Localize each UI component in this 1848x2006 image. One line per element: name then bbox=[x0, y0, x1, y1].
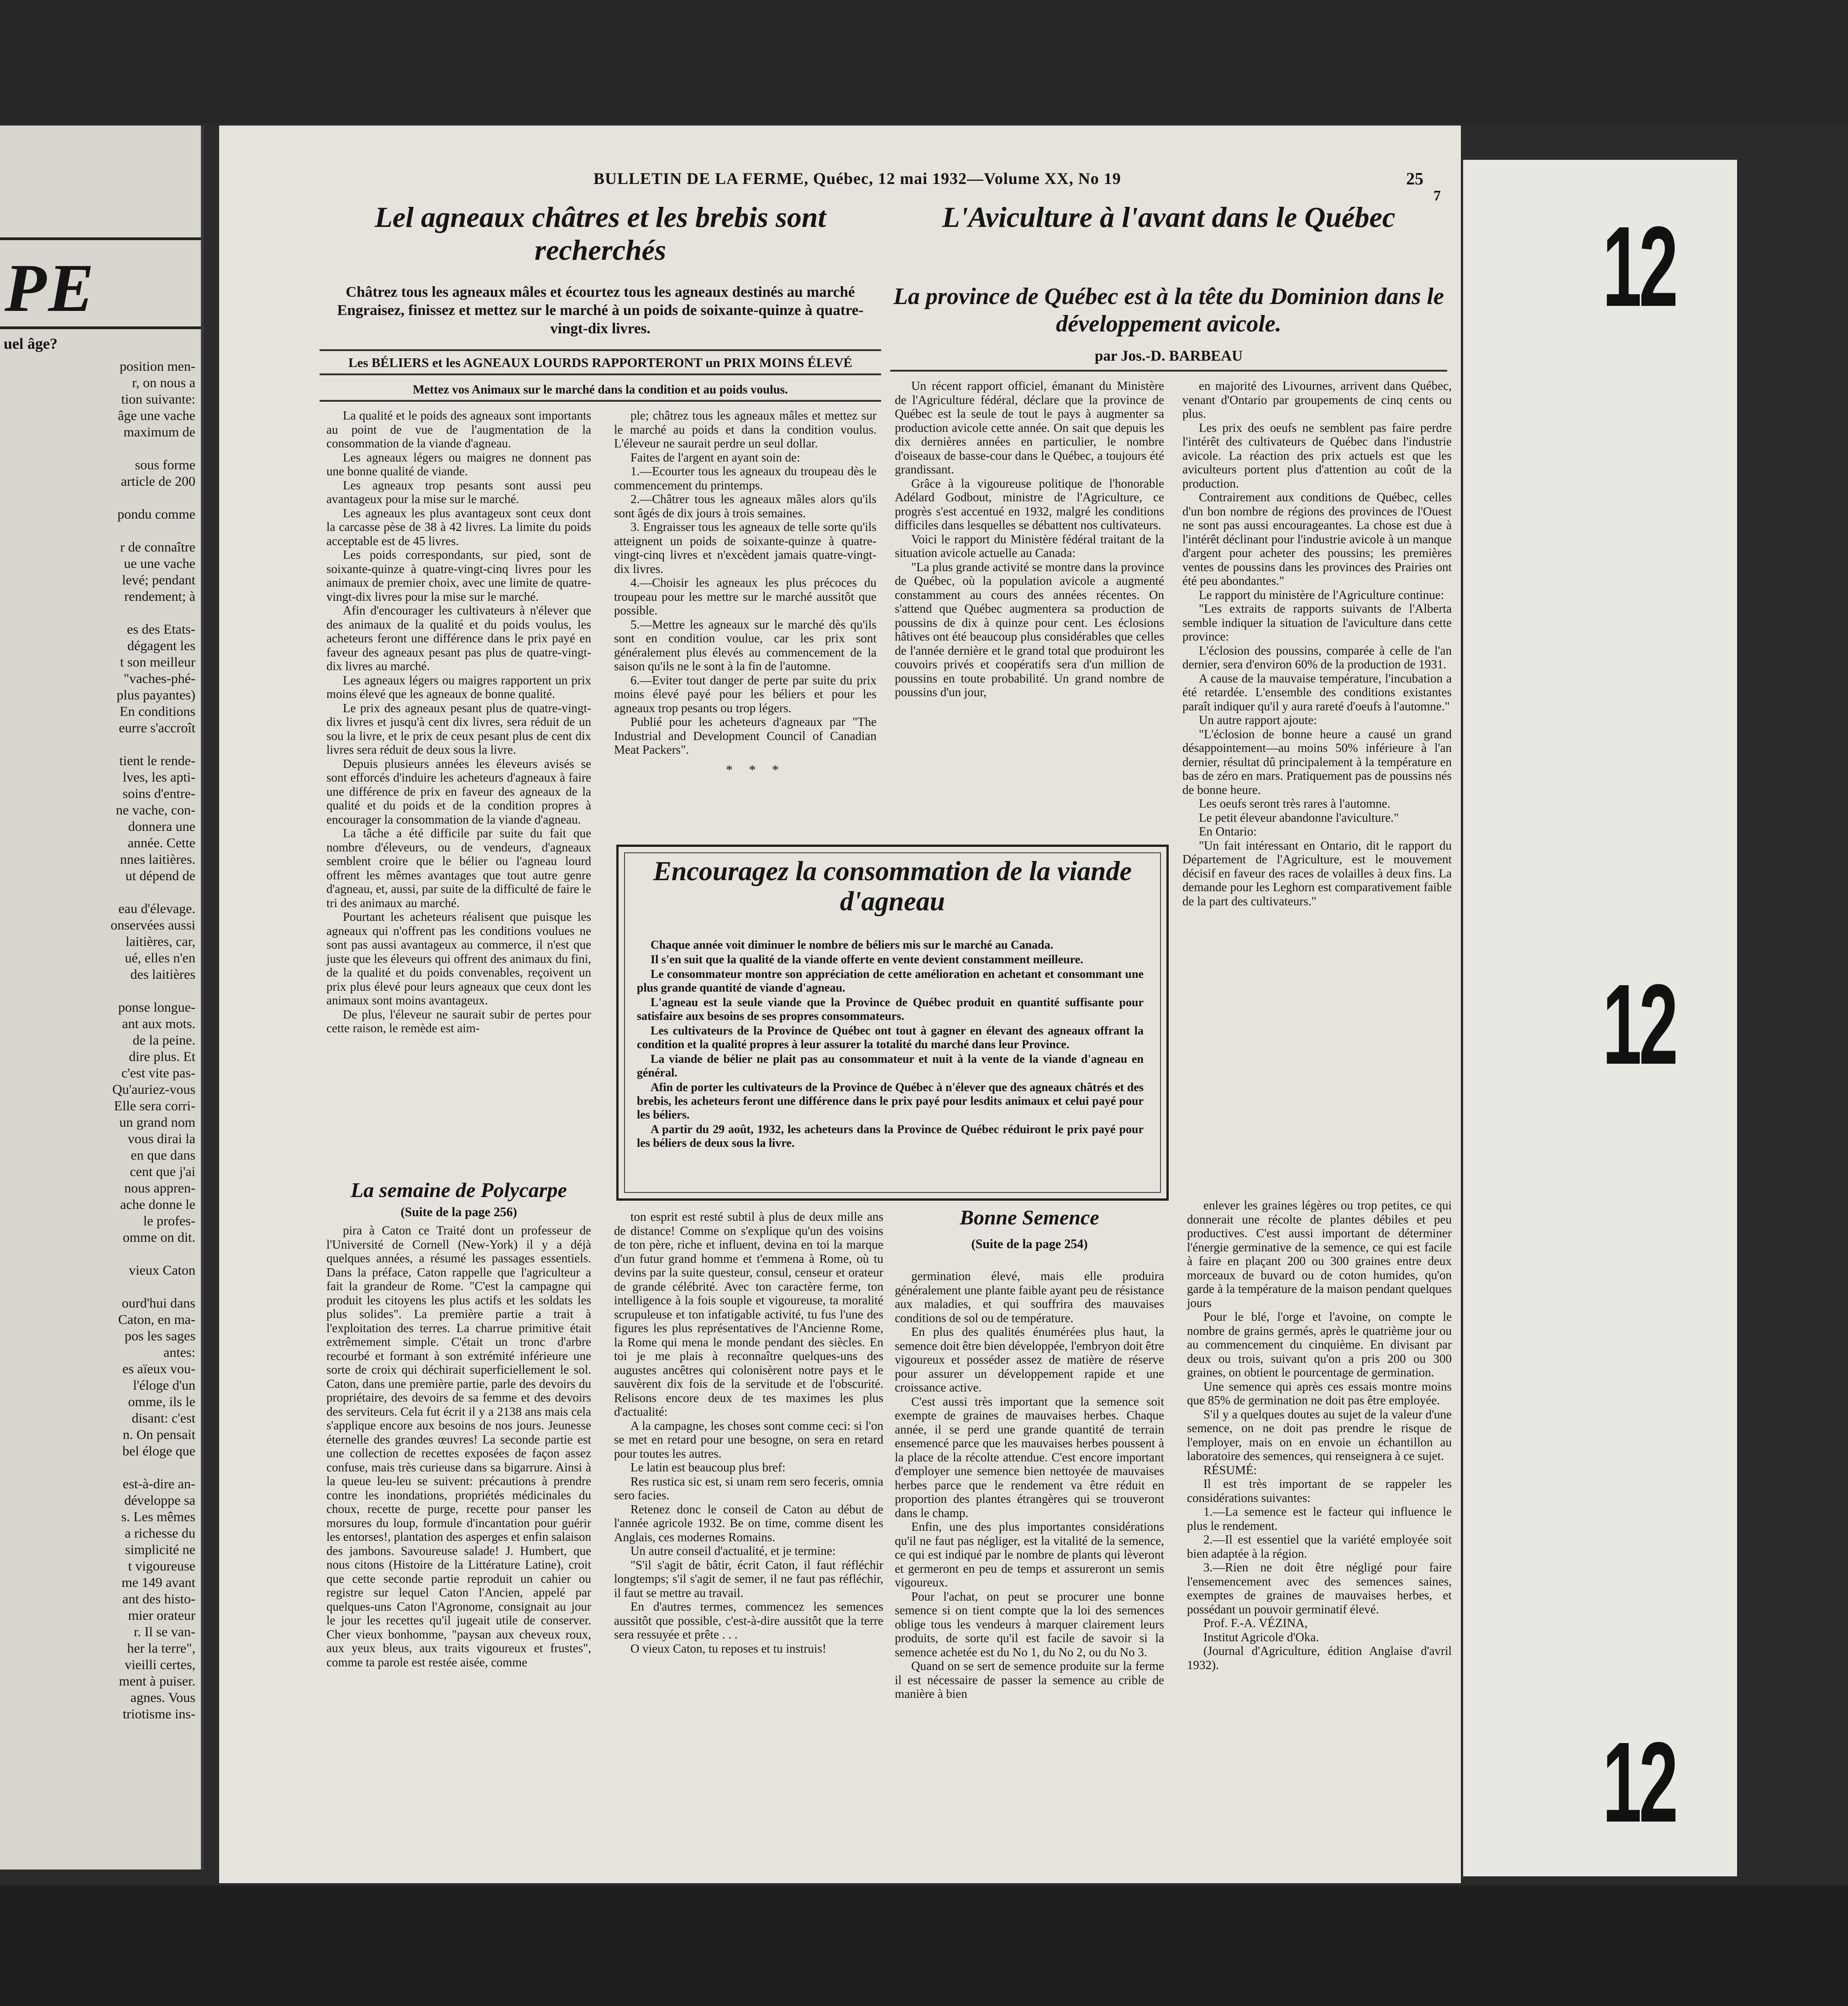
paragraph: RÉSUMÉ: bbox=[1203, 1463, 1257, 1477]
left-page-line: eau d'élevage. bbox=[118, 901, 195, 916]
article1-kicker: Mettez vos Animaux sur le marché dans la condition et au poids voulus. bbox=[413, 383, 788, 396]
paragraph: En d'autres termes, commencez les semences aussitôt que possible, c'est-à-dire aussitôt que la terre sera ressuyée et prête . . . bbox=[614, 1600, 883, 1641]
left-page-line bbox=[4, 523, 195, 539]
article2-column-1 bbox=[895, 379, 1164, 699]
paragraph: pira à Caton ce Traité dont un professeur de l'Université de Cornell (New-York) il y a déjà quelques années, a résumé les passages essentiels. Dans la préface, Caton rappelle que l'agriculteur a fait la grandeur de Rome. "C'est la campagne qui produit les citoyens les plus actifs et les soldats les plus solides". La première partie a trait à l'exploitation des terres. La charrue primitive était extrêmement simple. C'était un tronc d'arbre recourbé et formant à son extrémité inférieure une sorte de croix qui déchirait superficiellement le sol. Caton, dans une première partie, parle des devoirs du propriétaire, des devoirs de sa femme et des devoirs des serviteurs. Cela fut écrit il y a 2138 ans mais cela s'applique encore aux besoins de nos jours. Jeunesse éternelle des grandes œuvres! La seconde partie est une collection de recettes exposées de façon assez confuse, mais très curieuse dans sa bigarrure. Ainsi à la queue leu-leu se suivent: précautions à prendre contre les inondations, propriétés médicinales du choux, recette de purge, recette pour panser les morsures du loup, formule d'incantation pour guérir les entorses!, plantation des asperges et enfin salaison des jambons. Savoureuse salade! J. Humbert, que nous citons (Histoire de la Littérature Latine), croit que cette seconde partie reproduit un cahier ou registre sur lequel Caton l'Ancien, appelé par quelques-uns Caton l'Agronome, consignait au jour le jour les recettes qu'il jugeait utile de conserver. Cher vieux bonhomme, "paysan aux cheveux roux, aux yeux bleus, aux traits vigoureux et frustes", comme ta parole est restée aisée, comme bbox=[326, 1224, 591, 1669]
paragraph: Le prix des agneaux pesant plus de quatre-vingt-dix livres et jusqu'à cent dix livres, sera réduit de un sou la livre, et le prix de ceux pesant plus de cent dix livres sera réduit de deux sous la livre. bbox=[326, 701, 591, 756]
film-top-margin bbox=[0, 0, 1848, 123]
left-page-line: de la peine. bbox=[132, 1033, 195, 1048]
article4-column-2 bbox=[1187, 1198, 1452, 1672]
article1-subdeck: Les BÉLIERS et les AGNEAUX LOURDS RAPPORTERONT un PRIX MOINS ÉLEVÉ bbox=[348, 356, 852, 370]
left-page-line: ment à puiser. bbox=[119, 1674, 195, 1689]
paragraph: La qualité et le poids des agneaux sont importants au point de vue de l'augmentation de la consommation de la viande d'agneau. bbox=[326, 409, 591, 450]
article2-rule bbox=[890, 370, 1447, 372]
left-page-line bbox=[4, 441, 195, 457]
paragraph: Pour le blé, l'orge et l'avoine, on compte le nombre de grains germés, après le quatrième jour ou au commencement du cinquième. En divisant par deux ou trois, suivant qu'on a pris 200 ou 300 graines, on obtient le pourcentage de germination. bbox=[1187, 1310, 1452, 1379]
paragraph: "Les extraits de rapports suivants de l'Alberta semble indiquer la situation de l'aviculture dans cette province: bbox=[1182, 602, 1452, 643]
paragraph: Contrairement aux conditions de Québec, celles d'un bon nombre de régions des provinces de l'Ouest ne sont pas aussi encourageantes. La chose est due à l'intérêt déclinant pour l'industrie avicole à un manque d'argent pour acheter des poussins; les premières ventes de poussins dans les provinces des Prairies ont été peu abondantes." bbox=[1182, 490, 1452, 588]
left-page-line: sous forme bbox=[135, 457, 195, 473]
paragraph: S'il y a quelques doutes au sujet de la valeur d'une semence, on ne doit pas prendre le risque de l'employer, mais on en envoie un échantillon au laboratoire des semences, qui renseignera à ce sujet. bbox=[1187, 1407, 1452, 1463]
left-page-line: l'éloge d'un bbox=[133, 1378, 195, 1393]
frame-number-middle: 12 bbox=[1602, 961, 1676, 1088]
paragraph: A la campagne, les choses sont comme ceci: si l'on se met en retard pour une besogne, on sera en retard pour toutes les autres. bbox=[614, 1418, 883, 1460]
left-page-line: eurre s'accroît bbox=[119, 720, 195, 735]
left-page-line: Caton, en ma- bbox=[118, 1312, 195, 1327]
article4-title: Bonne Semence bbox=[960, 1206, 1099, 1229]
paragraph: 4.—Choisir les agneaux les plus précoces du troupeau pour les mettre sur le marché aussitôt que possible. bbox=[614, 576, 877, 617]
paragraph: Voici le rapport du Ministère fédéral traitant de la situation avicole actuelle au Canada: bbox=[895, 532, 1164, 560]
paragraph: 2.—Il est essentiel que la variété employée soit bien adaptée à la région. bbox=[1187, 1533, 1452, 1560]
left-page-line bbox=[4, 490, 195, 506]
left-page-line: ourd'hui dans bbox=[121, 1296, 195, 1311]
article1-column-2 bbox=[614, 409, 877, 757]
article1-deck: Châtrez tous les agneaux mâles et écourtez tous les agneaux destinés au marché Engraisez, finissez et mettez sur le marché à un poids de soixante-quinze à quatre-vingt-dix livres. bbox=[337, 284, 864, 337]
left-page-subheading: uel âge? bbox=[4, 336, 58, 352]
article3-column-1 bbox=[326, 1224, 591, 1669]
left-page-rule-mid bbox=[0, 326, 201, 329]
article1-stars: * * * bbox=[726, 762, 785, 777]
left-page-line: cent que j'ai bbox=[130, 1164, 195, 1179]
paragraph: "S'il s'agit de bâtir, écrit Caton, il faut réfléchir longtemps; s'il s'agit de semer, il ne faut pas réfléchir, il faut se mettre au travail. bbox=[614, 1558, 883, 1600]
page-mark: 7 bbox=[1433, 187, 1441, 204]
paragraph: Un autre conseil d'actualité, et je termine: bbox=[630, 1544, 836, 1558]
article2-title: L'Aviculture à l'avant dans le Québec bbox=[942, 201, 1396, 233]
left-page-big-heading: PE bbox=[5, 250, 96, 326]
paragraph: Pourtant les acheteurs réalisent que puisque les agneaux qui n'offrent pas les conditions voulues ne sont pas aussi avantageux au commerce, il n'est que juste que les éleveurs qui offrent des animaux du fini, de la qualité et du poids convenables, reçoivent un prix plus élevé pour leurs agneaux que ceux dont les animaux sont moins avantageux. bbox=[326, 910, 591, 1007]
paragraph: Res rustica sic est, si unam rem sero feceris, omnia sero facies. bbox=[614, 1474, 883, 1502]
left-page-line: article de 200 bbox=[121, 474, 195, 489]
left-page-line: r. Il se van- bbox=[134, 1624, 195, 1639]
running-head: BULLETIN DE LA FERME, Québec, 12 mai 1932—Volume XX, No 19 bbox=[593, 169, 1121, 188]
left-page-line: nnes laitières. bbox=[120, 852, 195, 867]
notice-paragraph: L'agneau est la seule viande que la Province de Québec produit en quantité suffisante pour satisfaire aux besoins de ses propres consommateurs. bbox=[637, 996, 1144, 1023]
left-page-line: ne vache, con- bbox=[116, 803, 195, 818]
paragraph: ple; châtrez tous les agneaux mâles et mettez sur le marché au poids et dans la condition voulus. L'éleveur ne saurait perdre un seul dollar. bbox=[614, 409, 877, 450]
paragraph: O vieux Caton, tu reposes et tu instruis! bbox=[630, 1641, 826, 1655]
paragraph: 1.—Ecourter tous les agneaux du troupeau dès le commencement du printemps. bbox=[614, 464, 877, 492]
left-page-line: mier orateur bbox=[128, 1608, 195, 1623]
paragraph: Un récent rapport officiel, émanant du Ministère de l'Agriculture fédéral, déclare que la province de Québec est la seule de tout le pays à augmenter sa production avicole cette année. On sait que depuis les dix dernières années en particulier, le nombre d'oiseaux de basse-cour dans le Québec, a toujours été grandissant. bbox=[895, 379, 1164, 476]
paragraph: Afin d'encourager les cultivateurs à n'élever que des animaux de la qualité et du poids voulus, les acheteurs feront une différence dans le prix payé en faveur des agneaux pesant pas plus de quatre-vingt-dix livres au marché. bbox=[326, 604, 591, 673]
left-page-line: dégagent les bbox=[127, 638, 195, 653]
left-page-line: en que dans bbox=[131, 1148, 195, 1163]
left-page-line: r de connaître bbox=[120, 540, 195, 555]
paragraph: Le petit éleveur abandonne l'aviculture." bbox=[1199, 810, 1399, 824]
paragraph: Les agneaux trop pesants sont aussi peu avantageux pour la mise sur le marché. bbox=[326, 478, 591, 506]
left-page-line: vous dirai la bbox=[127, 1131, 195, 1146]
paragraph: Retenez donc le conseil de Caton au début de l'année agricole 1932. Be on time, comme disent les Anglais, ces modernes Romains. bbox=[614, 1502, 883, 1544]
left-page-line: agnes. Vous bbox=[130, 1690, 195, 1705]
frame-number-bottom: 12 bbox=[1602, 1718, 1676, 1846]
left-page-line: disant: c'est bbox=[131, 1411, 195, 1426]
left-page-line: ant aux mots. bbox=[122, 1016, 195, 1031]
article1-rule-3 bbox=[320, 400, 881, 402]
paragraph: Le latin est beaucoup plus bref: bbox=[630, 1460, 786, 1474]
left-page-line: pondu comme bbox=[117, 507, 195, 522]
paragraph: Les poids correspondants, sur pied, sont de soixante-quinze à quatre-vingt-cinq livres pour les animaux de premier choix, avec une limite de quatre-vingt-dix livres pour la mise sur le marché. bbox=[326, 548, 591, 604]
left-page-line: maximum de bbox=[123, 425, 195, 440]
paragraph: C'est aussi très important que la semence soit exempte de graines de mauvaises herbes. Chaque année, il se perd une grande quantité de terrain ensemencé parce que les mauvaises herbes poussent à la place de la récolte attendue. C'est encore important d'employer une semence bien nettoyée de mauvaises herbes parce que le rendement va être réduit en proportion des plantes étrangères qui se trouveront dans le champ. bbox=[895, 1394, 1164, 1520]
paragraph: Un autre rapport ajoute: bbox=[1199, 713, 1317, 727]
left-page-line: Qu'auriez-vous bbox=[112, 1082, 195, 1097]
left-page-line: des laitières bbox=[130, 967, 195, 982]
article1-rule-2 bbox=[320, 373, 881, 375]
article1-rule-1 bbox=[320, 349, 881, 351]
left-page-line: plus payantes) bbox=[116, 688, 195, 703]
left-page-line bbox=[4, 736, 195, 753]
left-page-line: année. Cette bbox=[127, 835, 195, 851]
article3-continued: (Suite de la page 256) bbox=[400, 1205, 517, 1219]
paragraph: A cause de la mauvaise température, l'incubation a été retardée. L'ensemble des conditions existantes paraît indiquer qu'il y aura rareté d'oeufs à l'automne." bbox=[1182, 671, 1452, 713]
left-page-line: position men- bbox=[120, 359, 195, 374]
article4-column-1 bbox=[895, 1269, 1164, 1701]
left-page-line: es aïeux vou- bbox=[122, 1361, 195, 1376]
notice-paragraph: Il s'en suit que la qualité de la viande offerte en vente devient constamment meilleure. bbox=[651, 953, 1083, 966]
left-page-line bbox=[4, 983, 195, 999]
paragraph: Quand on se sert de semence produite sur la ferme il est nécessaire de passer la semence au crible de manière à bien bbox=[895, 1659, 1164, 1701]
notice-paragraph: A partir du 29 août, 1932, les acheteurs dans la Province de Québec réduiront le prix payé pour les béliers de deux sous la livre. bbox=[637, 1123, 1144, 1150]
article1-column-1 bbox=[326, 409, 591, 1035]
article2-deck: La province de Québec est à la tête du Dominion dans le développement avicole. bbox=[893, 284, 1444, 337]
left-page-line: simplicité ne bbox=[125, 1542, 195, 1557]
left-page-line: t son meilleur bbox=[120, 655, 195, 670]
left-page-line: me 149 avant bbox=[121, 1575, 195, 1590]
notice-paragraph: Chaque année voit diminuer le nombre de béliers mis sur le marché au Canada. bbox=[651, 938, 1054, 951]
paragraph: Institut Agricole d'Oka. bbox=[1203, 1630, 1319, 1644]
paragraph: Publié pour les acheteurs d'agneaux par "The Industrial and Development Council of Canadian Meat Packers". bbox=[614, 715, 877, 756]
left-page-line: omme on dit. bbox=[122, 1230, 195, 1245]
paragraph: en majorité des Livournes, arrivent dans Québec, venant d'Ontario par groupements de cinq cents ou plus. bbox=[1182, 379, 1452, 420]
paragraph: De plus, l'éleveur ne saurait subir de pertes pour cette raison, le remède est aim- bbox=[326, 1007, 591, 1035]
left-page-line: antes: bbox=[163, 1345, 195, 1360]
paragraph: Prof. F.-A. VÉZINA, bbox=[1203, 1616, 1308, 1630]
paragraph: Les agneaux légers ou maigres rapportent un prix moins élevé que les agneaux de bonne qualité. bbox=[326, 673, 591, 701]
left-page-line: ue une vache bbox=[124, 556, 195, 571]
left-page-line bbox=[4, 605, 195, 621]
paragraph: 1.—La semence est le facteur qui influence le plus le rendement. bbox=[1187, 1505, 1452, 1533]
left-page-line: rendement; à bbox=[124, 589, 195, 604]
paragraph: 6.—Eviter tout danger de perte par suite du prix moins élevé payé pour les béliers et pour les agneaux trop pesants ou trop légers. bbox=[614, 673, 877, 715]
paragraph: Le rapport du ministère de l'Agriculture continue: bbox=[1199, 588, 1444, 602]
article3-title: La semaine de Polycarpe bbox=[351, 1178, 567, 1202]
notice-paragraph: Le consommateur montre son appréciation de cette amélioration en achetant et consommant une plus grande quantité de viande d'agneau. bbox=[637, 967, 1144, 994]
paragraph: Il est très important de se rappeler les considérations suivantes: bbox=[1187, 1477, 1452, 1505]
paragraph: 3.—Rien ne doit être négligé pour faire l'ensemencement avec des semences saines, exemptes de graines de mauvaises herbes, et possédant un pouvoir germinatif élevé. bbox=[1187, 1560, 1452, 1616]
left-page-line: onservées aussi bbox=[110, 918, 195, 933]
paragraph: Une semence qui après ces essais montre moins que 85% de germination ne doit pas être employée. bbox=[1187, 1379, 1452, 1407]
paragraph: ton esprit est resté subtil à plus de deux mille ans de distance! Comme on s'explique qu'un des voisins de ton père, riche et influent, devina en toi la marque d'un futur grand homme et t'emmena à Rome, où tu devins par la suite questeur, consul, censeur et orateur de grande célébrité. Avec ton caractère ferme, ton intelligence à la fois souple et vigoureuse, ta moralité scrupuleuse et ton infatigable activité, tu fus l'une des figures les plus représentatives de l'Ancienne Rome, la Rome qui mena le monde pendant des siècles. En toi je me plais à reconnaître quelques-uns des augustes ancêtres qui colonisèrent notre pays et le sauvèrent dix fois de la servitude et de l'obscurité. Relisons encore deux de tes maximes les plus d'actualité: bbox=[614, 1210, 883, 1418]
left-page-line: n. On pensait bbox=[122, 1427, 195, 1442]
left-partial-page bbox=[0, 126, 204, 1869]
left-page-line: ache donne le bbox=[120, 1197, 195, 1212]
article3-column-2 bbox=[614, 1210, 883, 1655]
left-page-rule-top bbox=[0, 237, 201, 240]
left-page-line: le profes- bbox=[143, 1213, 195, 1229]
paragraph: Les agneaux légers ou maigres ne donnent pas une bonne qualité de viande. bbox=[326, 450, 591, 478]
left-page-line: es des Etats- bbox=[127, 622, 195, 637]
left-page-line: r, on nous a bbox=[132, 375, 195, 390]
page-number: 25 bbox=[1406, 169, 1423, 189]
paragraph: "L'éclosion de bonne heure a causé un grand désappointement—au moins 50% inférieure à l'an dernier, résultat dû principalement à la température en bas de zéro en mars. Pratiquement pas de poussins nés de bonne heure. bbox=[1182, 727, 1452, 797]
left-page-line: est-à-dire an- bbox=[122, 1476, 195, 1491]
notice-paragraph: Les cultivateurs de la Province de Québec ont tout à gagner en élevant des agneaux offrant la condition et la qualité propres à leur assurer la totalité du marché dans leur Province. bbox=[637, 1024, 1144, 1051]
paragraph: Depuis plusieurs années les éleveurs avisés se sont efforcés d'induire les acheteurs d'agneaux à faire une différence de prix en faveur des agneaux de la qualité et du poids et de la condition propres à encourager la consommation de la viande d'agneau. bbox=[326, 756, 591, 826]
left-page-line bbox=[4, 1460, 195, 1476]
paragraph: La tâche a été difficile par suite du fait que nombre d'éleveurs, ou de vendeurs, d'agneaux semblent croire que le bélier ou l'agneau lourd offrent les mêmes avantages que tout autre genre d'agneau, et, aussi, par suite de la difficulté de faire le tri des animaux au marché. bbox=[326, 826, 591, 910]
left-page-text-lines bbox=[4, 358, 195, 1722]
left-page-line: laitières, car, bbox=[126, 934, 195, 949]
left-page-line: her la terre", bbox=[127, 1641, 195, 1656]
page-right-margin bbox=[1463, 160, 1737, 1876]
left-page-line: dire plus. Et bbox=[129, 1049, 195, 1064]
paragraph: Enfin, une des plus importantes considérations qu'il ne faut pas négliger, est la vitalité de la semence, ce qui est indiqué par le nombre de plants qui lèveront et germeront en peu de temps et assureront un semis vigoureux. bbox=[895, 1520, 1164, 1589]
paragraph: 3. Engraisser tous les agneaux de telle sorte qu'ils atteignent un poids de soixante-quinze à quatre-vingt-cinq livres et n'excèdent jamais quatre-vingt-dix livres. bbox=[614, 520, 877, 576]
article2-column-2 bbox=[1182, 379, 1452, 908]
left-page-line: s. Les mêmes bbox=[121, 1509, 195, 1524]
left-page-line: triotisme ins- bbox=[122, 1707, 195, 1722]
left-page-line: a richesse du bbox=[125, 1526, 195, 1541]
paragraph: (Journal d'Agriculture, édition Anglaise d'avril 1932). bbox=[1187, 1644, 1452, 1672]
paragraph: Les agneaux les plus avantageux sont ceux dont la carcasse pèse de 38 à 42 livres. La limite du poids acceptable est de 45 livres. bbox=[326, 506, 591, 548]
notice-paragraph: La viande de bélier ne plait pas au consommateur et nuit à la vente de la viande d'agneau en général. bbox=[637, 1052, 1144, 1079]
paragraph: En plus des qualités énumérées plus haut, la semence doit être bien développée, l'embryon doit être vigoureux et posséder assez de matière de réserve pour assurer un développement rapide et une croissance active. bbox=[895, 1325, 1164, 1394]
left-page-line: ponse longue- bbox=[118, 1000, 195, 1015]
left-page-line: omme, ils le bbox=[128, 1394, 195, 1409]
lamb-notice-text bbox=[637, 938, 1144, 1151]
article4-continued: (Suite de la page 254) bbox=[971, 1237, 1088, 1251]
left-page-line: ué, elles n'en bbox=[125, 950, 195, 966]
left-page-line: tion suivante: bbox=[121, 392, 195, 407]
paragraph: 5.—Mettre les agneaux sur le marché dès qu'ils sont en condition voulue, car les prix sont généralement plus élevés au commencement de la saison qu'ils ne le sont à la fin de l'automne. bbox=[614, 617, 877, 673]
left-page-line: ut dépend de bbox=[125, 868, 195, 883]
left-page-line: un grand nom bbox=[119, 1115, 195, 1130]
paragraph: germination élevé, mais elle produira généralement une plante faible ayant peu de résistance aux maladies, et qui souffrira des mauvaises conditions de sol ou de température. bbox=[895, 1269, 1164, 1325]
film-bottom-margin bbox=[0, 1885, 1848, 2006]
left-page-line: nous appren- bbox=[124, 1181, 195, 1196]
left-page-line: c'est vite pas- bbox=[121, 1066, 195, 1081]
left-page-line: t vigoureuse bbox=[128, 1559, 195, 1574]
paragraph: Les prix des oeufs ne semblent pas faire perdre l'intérêt des cultivateurs de Québec dans l'industrie avicole. La réaction des prix actuels est que les aviculteurs portent plus d'attention au coût de la production. bbox=[1182, 420, 1452, 490]
left-page-line: tient le rende- bbox=[119, 753, 195, 768]
paragraph: "La plus grande activité se montre dans la province de Québec, où la population avicole a augmenté constamment au cours des années récentes. On s'attend que Québec augmentera sa production de poussins de dix à quinze pour cent. Les éclosions hâtives ont été beaucoup plus considérables que celles de l'année dernière et le grand total que produiront les couvoirs privés et coopératifs sera d'un million de poussins en toute probabilité. Un grand nombre de poussins d'un jour, bbox=[895, 560, 1164, 699]
paragraph: Les oeufs seront très rares à l'automne. bbox=[1199, 797, 1391, 810]
left-page-line: ant des histo- bbox=[122, 1591, 195, 1607]
left-page-line: Elle sera corri- bbox=[114, 1098, 195, 1113]
paragraph: Faites de l'argent en ayant soin de: bbox=[630, 450, 800, 464]
left-page-line: donnera une bbox=[128, 819, 195, 834]
left-page-line: âge une vache bbox=[118, 408, 195, 423]
article1-title: Lel agneaux châtres et les brebis sont recherchés bbox=[374, 201, 826, 266]
paragraph: Grâce à la vigoureuse politique de l'honorable Adélard Godbout, ministre de l'Agriculture, ce progrès s'est accentué en 1932, malgré les conditions difficiles dans lesquelles se débattent nos cultivateurs. bbox=[895, 476, 1164, 532]
left-page-line: "vaches-phé- bbox=[123, 671, 195, 686]
paragraph: En Ontario: bbox=[1199, 824, 1257, 838]
left-page-line: pos les sages bbox=[125, 1329, 195, 1344]
left-page-line: vieilli certes, bbox=[125, 1657, 195, 1672]
lamb-notice-box bbox=[616, 845, 1169, 1201]
left-page-line: lves, les apti- bbox=[122, 770, 195, 785]
left-page-line bbox=[4, 1279, 195, 1295]
paragraph: 2.—Châtrer tous les agneaux mâles alors qu'ils sont âgés de dix jours à trois semaines. bbox=[614, 492, 877, 520]
left-page-line: En conditions bbox=[120, 704, 195, 719]
article2-byline: par Jos.-D. BARBEAU bbox=[1095, 348, 1243, 364]
left-page-line: bel éloge que bbox=[122, 1444, 195, 1459]
notice-paragraph: Afin de porter les cultivateurs de la Province de Québec à n'élever que des agneaux châtrés et des brebis, les acheteurs feront une différence dans le prix payé pour lesdits animaux et celui payé pour les béliers. bbox=[637, 1081, 1144, 1121]
paragraph: Pour l'achat, on peut se procurer une bonne semence si on tient compte que la loi des semences oblige tous les vendeurs à marquer clairement leurs produits, de sorte qu'il est facile de savoir si la semence achetée est du No 1, du No 2, ou du No 3. bbox=[895, 1589, 1164, 1659]
paragraph: "Un fait intéressant en Ontario, dit le rapport du Département de l'Agriculture, est le mouvement décisif en faveur des races de volailles à deux fins. La demande pour les Leghorn est comparativement faible de la part des cultivateurs." bbox=[1182, 838, 1452, 908]
lamb-notice-title: Encouragez la consommation de la viande d'agneau bbox=[653, 856, 1132, 916]
left-page-line: soins d'entre- bbox=[122, 786, 195, 801]
left-page-line: développe sa bbox=[124, 1493, 195, 1508]
left-page-line bbox=[4, 1246, 195, 1262]
paragraph: enlever les graines légères ou trop petites, ce qui donnerait une récolte de plantes débiles et peu productives. C'est aussi important de déterminer l'énergie germinative de la semence, ce qui est facile à faire en plaçant 200 ou 300 graines entre deux morceaux de buvard ou de coton humides, qu'on garde à la température de la maison pendant quelques jours bbox=[1187, 1198, 1452, 1310]
paragraph: L'éclosion des poussins, comparée à celle de l'an dernier, sera d'environ 60% de la production de 1931. bbox=[1182, 643, 1452, 671]
left-page-line: levé; pendant bbox=[122, 572, 195, 588]
frame-number-top: 12 bbox=[1602, 203, 1676, 330]
left-page-line: vieux Caton bbox=[129, 1263, 195, 1278]
left-page-line bbox=[4, 884, 195, 901]
